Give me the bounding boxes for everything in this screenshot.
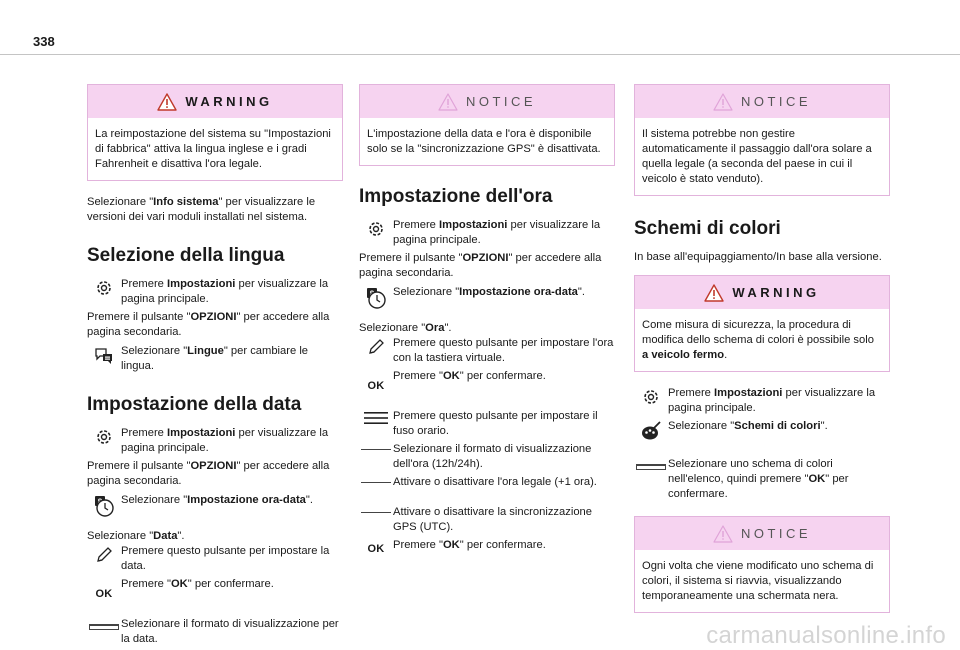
time-step-ok2: OK Premere "OK" per confermare. bbox=[367, 539, 546, 555]
list-menu-icon bbox=[363, 410, 389, 426]
palette-icon bbox=[640, 420, 662, 442]
header-divider bbox=[0, 54, 960, 55]
ok-icon: OK bbox=[367, 543, 385, 555]
lang-step-options: Premere il pulsante "OPZIONI" per accedere alla pagina secondaria. bbox=[87, 311, 330, 338]
lang-step-settings: Premere Impostazioni per visualizzare la pagina principale. bbox=[87, 277, 343, 307]
toggle-icon bbox=[361, 449, 391, 450]
time-step-dst: Attivare o disattivare l'ora legale (+1 ora). bbox=[359, 475, 615, 490]
ok-icon: OK bbox=[367, 380, 385, 392]
date-step-options: Premere il pulsante "OPZIONI" per accedere alla pagina secondaria. bbox=[87, 460, 330, 487]
notice-triangle-icon bbox=[713, 93, 733, 111]
notice-text: Ogni volta che viene modificato uno schema di colori, il sistema si riavvia, visualizzando temporaneamente una schermata nera. bbox=[642, 560, 874, 602]
notice-text: Il sistema potrebbe non gestire automaticamente il passaggio dall'ora solare a quella legale (a seconda del paese in cui il veicolo è stato venduto). bbox=[642, 128, 872, 185]
pencil-icon bbox=[94, 545, 114, 565]
warning-triangle-icon bbox=[157, 93, 177, 111]
warning-title: WARNING bbox=[732, 285, 820, 300]
warning-text: Come misura di sicurezza, la procedura di modifica dello schema di colori è possibile solo a veicolo fermo. bbox=[642, 319, 874, 361]
notice-box bbox=[634, 516, 890, 613]
date-step-data: Selezionare "Data". bbox=[87, 530, 185, 542]
language-icon bbox=[93, 345, 115, 367]
warning-text: La reimpostazione del sistema su "Impostazioni di fabbrica" attiva la lingua inglese e i gradi Fahrenheit e disattiva l'ora legale. bbox=[95, 128, 331, 170]
page-number: 338 bbox=[33, 34, 55, 49]
time-step-settings: Premere Impostazioni per visualizzare la pagina principale. bbox=[359, 218, 615, 248]
column-2 bbox=[359, 84, 615, 560]
format-selector-icon bbox=[89, 624, 119, 630]
color-scheme-intro: In base all'equipaggiamento/In base alla versione. bbox=[634, 251, 882, 263]
language-heading: Selezione della lingua bbox=[87, 245, 285, 266]
watermark: carmanualsonline.info bbox=[706, 622, 946, 649]
date-step-time-date: Selezionare "Impostazione ora-data". bbox=[87, 493, 343, 518]
pencil-icon bbox=[366, 337, 386, 357]
lang-step-lingue: Selezionare "Lingue" per cambiare le lingua. bbox=[87, 344, 343, 374]
column-3 bbox=[634, 84, 890, 627]
color-step-select: Selezionare "Schemi di colori". bbox=[634, 419, 890, 442]
time-step-options: Premere il pulsante "OPZIONI" per accedere alla pagina secondaria. bbox=[359, 252, 602, 279]
time-step-format: Selezionare il formato di visualizzazione dell'ora (12h/24h). bbox=[359, 442, 615, 472]
date-time-icon bbox=[364, 286, 388, 310]
color-step-settings: Premere Impostazioni per visualizzare la pagina principale. bbox=[634, 386, 890, 416]
settings-gear-icon bbox=[94, 427, 114, 447]
notice-text: L'impostazione della data e l'ora è disponibile solo se la "sincronizzazione GPS" è disattivata. bbox=[367, 128, 601, 155]
notice-triangle-icon bbox=[713, 525, 733, 543]
time-step-timezone: Premere questo pulsante per impostare il fuso orario. bbox=[359, 409, 615, 439]
notice-title: NOTICE bbox=[465, 94, 537, 109]
time-step-gps: Attivare o disattivare la sincronizzazione GPS (UTC). bbox=[359, 505, 615, 535]
time-step-edit: Premere questo pulsante per impostare l'ora con la tastiera virtuale. bbox=[359, 336, 615, 366]
date-step-edit: Premere questo pulsante per impostare la data. bbox=[87, 544, 343, 574]
date-step-format: Selezionare il formato di visualizzazione per la data. bbox=[87, 617, 343, 647]
warning-box bbox=[634, 275, 890, 372]
notice-triangle-icon bbox=[438, 93, 458, 111]
time-step-time-date: Selezionare "Impostazione ora-data". bbox=[359, 285, 615, 310]
date-step-ok: OK Premere "OK" per confermare. bbox=[95, 578, 274, 600]
color-step-choose: Selezionare uno schema di colori nell'elenco, quindi premere "OK" per confermare. bbox=[634, 457, 890, 502]
settings-gear-icon bbox=[641, 387, 661, 407]
warning-box bbox=[87, 84, 343, 181]
time-heading: Impostazione dell'ora bbox=[359, 186, 553, 207]
toggle-icon bbox=[361, 512, 391, 513]
date-heading: Impostazione della data bbox=[87, 394, 302, 415]
warning-triangle-icon bbox=[704, 284, 724, 302]
settings-gear-icon bbox=[94, 278, 114, 298]
toggle-icon bbox=[361, 482, 391, 483]
info-sistema-text: Selezionare "Info sistema" per visualizzare le versioni dei vari moduli installati nel sistema. bbox=[87, 196, 316, 223]
notice-box bbox=[359, 84, 615, 166]
notice-box bbox=[634, 84, 890, 196]
notice-title: NOTICE bbox=[740, 94, 812, 109]
date-time-icon bbox=[92, 494, 116, 518]
time-step-ok: OK Premere "OK" per confermare. bbox=[367, 370, 546, 392]
ok-icon: OK bbox=[95, 588, 113, 600]
warning-title: WARNING bbox=[185, 94, 273, 109]
settings-gear-icon bbox=[366, 219, 386, 239]
color-scheme-heading: Schemi di colori bbox=[634, 218, 781, 239]
date-step-settings: Premere Impostazioni per visualizzare la pagina principale. bbox=[87, 426, 343, 456]
list-selector-icon bbox=[636, 464, 666, 470]
notice-title: NOTICE bbox=[740, 526, 812, 541]
time-step-ora: Selezionare "Ora". bbox=[359, 322, 452, 334]
column-1 bbox=[87, 84, 343, 650]
